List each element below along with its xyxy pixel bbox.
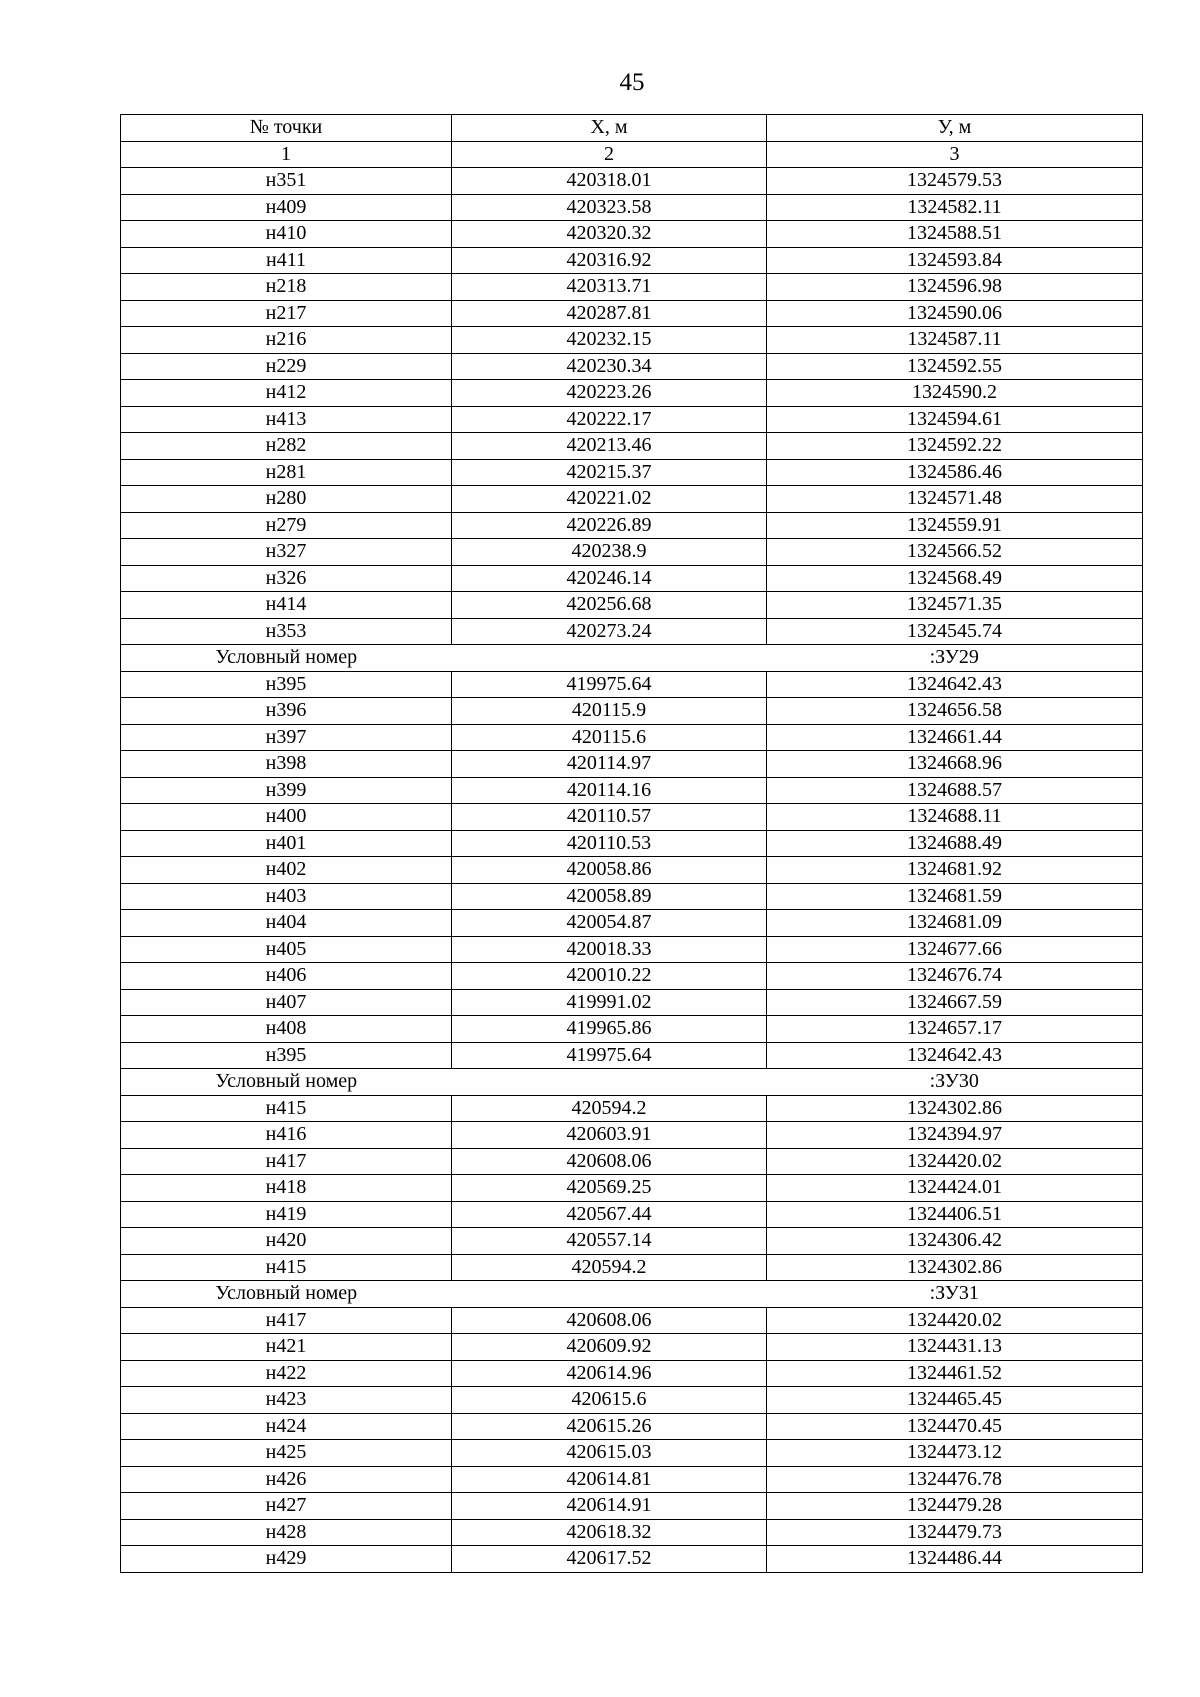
x-coordinate-cell: 420010.22	[452, 963, 767, 990]
table-row	[121, 1148, 1143, 1175]
point-number-cell: н281	[121, 459, 452, 486]
y-coordinate-cell: 1324668.96	[767, 751, 1143, 778]
point-number-cell: н417	[121, 1307, 452, 1334]
y-coordinate-cell: 1324420.02	[767, 1148, 1143, 1175]
y-coordinate-cell: 1324394.97	[767, 1122, 1143, 1149]
y-coordinate-cell: 1324681.09	[767, 910, 1143, 937]
x-coordinate-cell: 420323.58	[452, 194, 767, 221]
table-row	[121, 300, 1143, 327]
section-row	[121, 1281, 1143, 1308]
point-number-cell: н419	[121, 1201, 452, 1228]
header-x: Х, м	[452, 115, 767, 142]
x-coordinate-cell: 420213.46	[452, 433, 767, 460]
point-number-cell: н420	[121, 1228, 452, 1255]
point-number-cell: н418	[121, 1175, 452, 1202]
table-row	[121, 724, 1143, 751]
section-empty	[452, 645, 767, 672]
y-coordinate-cell: 1324590.2	[767, 380, 1143, 407]
point-number-cell: н426	[121, 1466, 452, 1493]
y-coordinate-cell: 1324571.48	[767, 486, 1143, 513]
table-row	[121, 486, 1143, 513]
table-row	[121, 353, 1143, 380]
x-coordinate-cell: 420115.9	[452, 698, 767, 725]
y-coordinate-cell: 1324688.49	[767, 830, 1143, 857]
point-number-cell: н421	[121, 1334, 452, 1361]
point-number-cell: н428	[121, 1519, 452, 1546]
x-coordinate-cell: 420320.32	[452, 221, 767, 248]
table-row	[121, 1493, 1143, 1520]
table-row	[121, 1201, 1143, 1228]
x-coordinate-cell: 420226.89	[452, 512, 767, 539]
x-coordinate-cell: 420614.81	[452, 1466, 767, 1493]
table-row	[121, 1122, 1143, 1149]
point-number-cell: н218	[121, 274, 452, 301]
x-coordinate-cell: 420018.33	[452, 936, 767, 963]
table-row	[121, 830, 1143, 857]
table-row	[121, 1440, 1143, 1467]
table-row	[121, 1254, 1143, 1281]
x-coordinate-cell: 420609.92	[452, 1334, 767, 1361]
y-coordinate-cell: 1324642.43	[767, 671, 1143, 698]
table-row	[121, 989, 1143, 1016]
section-empty	[452, 1281, 767, 1308]
table-row	[121, 592, 1143, 619]
table-body	[121, 115, 1143, 1573]
x-coordinate-cell: 420594.2	[452, 1254, 767, 1281]
x-coordinate-cell: 420114.16	[452, 777, 767, 804]
y-coordinate-cell: 1324667.59	[767, 989, 1143, 1016]
table-row	[121, 883, 1143, 910]
table-row	[121, 910, 1143, 937]
point-number-cell: н280	[121, 486, 452, 513]
x-coordinate-cell: 420608.06	[452, 1148, 767, 1175]
point-number-cell: н413	[121, 406, 452, 433]
table-row	[121, 433, 1143, 460]
x-coordinate-cell: 420614.96	[452, 1360, 767, 1387]
table-row	[121, 804, 1143, 831]
table-row	[121, 459, 1143, 486]
x-coordinate-cell: 420615.6	[452, 1387, 767, 1414]
x-coordinate-cell: 420287.81	[452, 300, 767, 327]
point-number-cell: н415	[121, 1095, 452, 1122]
x-coordinate-cell: 419975.64	[452, 1042, 767, 1069]
x-coordinate-cell: 420223.26	[452, 380, 767, 407]
column-number-2: 2	[452, 141, 767, 168]
point-number-cell: н399	[121, 777, 452, 804]
table-row	[121, 857, 1143, 884]
section-label: Условный номер	[121, 645, 452, 672]
table-row	[121, 539, 1143, 566]
x-coordinate-cell: 419965.86	[452, 1016, 767, 1043]
x-coordinate-cell: 420557.14	[452, 1228, 767, 1255]
table-row	[121, 168, 1143, 195]
x-coordinate-cell: 420230.34	[452, 353, 767, 380]
table-row	[121, 1413, 1143, 1440]
header-point-number: № точки	[121, 115, 452, 142]
y-coordinate-cell: 1324592.22	[767, 433, 1143, 460]
x-coordinate-cell: 420114.97	[452, 751, 767, 778]
table-row	[121, 1175, 1143, 1202]
y-coordinate-cell: 1324473.12	[767, 1440, 1143, 1467]
point-number-cell: н229	[121, 353, 452, 380]
x-coordinate-cell: 420569.25	[452, 1175, 767, 1202]
x-coordinate-cell: 420222.17	[452, 406, 767, 433]
table-row	[121, 1466, 1143, 1493]
y-coordinate-cell: 1324642.43	[767, 1042, 1143, 1069]
y-coordinate-cell: 1324596.98	[767, 274, 1143, 301]
header-row	[121, 115, 1143, 142]
y-coordinate-cell: 1324424.01	[767, 1175, 1143, 1202]
point-number-cell: н411	[121, 247, 452, 274]
y-coordinate-cell: 1324302.86	[767, 1095, 1143, 1122]
x-coordinate-cell: 420603.91	[452, 1122, 767, 1149]
section-code: :ЗУ31	[767, 1281, 1143, 1308]
point-number-cell: н395	[121, 1042, 452, 1069]
y-coordinate-cell: 1324568.49	[767, 565, 1143, 592]
y-coordinate-cell: 1324465.45	[767, 1387, 1143, 1414]
x-coordinate-cell: 420246.14	[452, 565, 767, 592]
table-row	[121, 327, 1143, 354]
y-coordinate-cell: 1324470.45	[767, 1413, 1143, 1440]
table-row	[121, 1042, 1143, 1069]
point-number-cell: н410	[121, 221, 452, 248]
x-coordinate-cell: 420615.03	[452, 1440, 767, 1467]
y-coordinate-cell: 1324688.11	[767, 804, 1143, 831]
y-coordinate-cell: 1324420.02	[767, 1307, 1143, 1334]
y-coordinate-cell: 1324476.78	[767, 1466, 1143, 1493]
y-coordinate-cell: 1324656.58	[767, 698, 1143, 725]
table-row	[121, 512, 1143, 539]
y-coordinate-cell: 1324571.35	[767, 592, 1143, 619]
section-row	[121, 1069, 1143, 1096]
y-coordinate-cell: 1324306.42	[767, 1228, 1143, 1255]
table-row	[121, 698, 1143, 725]
column-number-1: 1	[121, 141, 452, 168]
x-coordinate-cell: 420058.86	[452, 857, 767, 884]
point-number-cell: н402	[121, 857, 452, 884]
page-number: 45	[619, 69, 645, 96]
column-number-row	[121, 141, 1143, 168]
section-label: Условный номер	[121, 1281, 452, 1308]
y-coordinate-cell: 1324593.84	[767, 247, 1143, 274]
x-coordinate-cell: 420058.89	[452, 883, 767, 910]
point-number-cell: н427	[121, 1493, 452, 1520]
x-coordinate-cell: 420273.24	[452, 618, 767, 645]
x-coordinate-cell: 419991.02	[452, 989, 767, 1016]
section-row	[121, 645, 1143, 672]
x-coordinate-cell: 420115.6	[452, 724, 767, 751]
y-coordinate-cell: 1324431.13	[767, 1334, 1143, 1361]
y-coordinate-cell: 1324657.17	[767, 1016, 1143, 1043]
point-number-cell: н405	[121, 936, 452, 963]
y-coordinate-cell: 1324681.59	[767, 883, 1143, 910]
table-row	[121, 1387, 1143, 1414]
x-coordinate-cell: 420215.37	[452, 459, 767, 486]
point-number-cell: н217	[121, 300, 452, 327]
y-coordinate-cell: 1324559.91	[767, 512, 1143, 539]
point-number-cell: н404	[121, 910, 452, 937]
x-coordinate-cell: 420615.26	[452, 1413, 767, 1440]
table-row	[121, 247, 1143, 274]
table-row	[121, 194, 1143, 221]
point-number-cell: н417	[121, 1148, 452, 1175]
point-number-cell: н423	[121, 1387, 452, 1414]
x-coordinate-cell: 420221.02	[452, 486, 767, 513]
table-row	[121, 936, 1143, 963]
table-row	[121, 1228, 1143, 1255]
point-number-cell: н425	[121, 1440, 452, 1467]
x-coordinate-cell: 420313.71	[452, 274, 767, 301]
point-number-cell: н406	[121, 963, 452, 990]
table-row	[121, 1334, 1143, 1361]
x-coordinate-cell: 420318.01	[452, 168, 767, 195]
point-number-cell: н398	[121, 751, 452, 778]
point-number-cell: н414	[121, 592, 452, 619]
x-coordinate-cell: 420618.32	[452, 1519, 767, 1546]
y-coordinate-cell: 1324479.73	[767, 1519, 1143, 1546]
point-number-cell: н400	[121, 804, 452, 831]
point-number-cell: н424	[121, 1413, 452, 1440]
section-code: :ЗУ29	[767, 645, 1143, 672]
point-number-cell: н327	[121, 539, 452, 566]
y-coordinate-cell: 1324461.52	[767, 1360, 1143, 1387]
x-coordinate-cell: 420238.9	[452, 539, 767, 566]
table-row	[121, 777, 1143, 804]
table-row	[121, 1016, 1143, 1043]
y-coordinate-cell: 1324677.66	[767, 936, 1143, 963]
table-row	[121, 565, 1143, 592]
header-y: У, м	[767, 115, 1143, 142]
y-coordinate-cell: 1324582.11	[767, 194, 1143, 221]
table-row	[121, 671, 1143, 698]
point-number-cell: н396	[121, 698, 452, 725]
y-coordinate-cell: 1324661.44	[767, 724, 1143, 751]
y-coordinate-cell: 1324545.74	[767, 618, 1143, 645]
table-row	[121, 1307, 1143, 1334]
table-row	[121, 1519, 1143, 1546]
coordinates-table	[120, 114, 1143, 1573]
section-code: :ЗУ30	[767, 1069, 1143, 1096]
x-coordinate-cell: 420232.15	[452, 327, 767, 354]
point-number-cell: н412	[121, 380, 452, 407]
y-coordinate-cell: 1324479.28	[767, 1493, 1143, 1520]
point-number-cell: н282	[121, 433, 452, 460]
table-row	[121, 406, 1143, 433]
y-coordinate-cell: 1324586.46	[767, 459, 1143, 486]
point-number-cell: н326	[121, 565, 452, 592]
point-number-cell: н401	[121, 830, 452, 857]
table-row	[121, 1095, 1143, 1122]
table-row	[121, 1546, 1143, 1573]
y-coordinate-cell: 1324592.55	[767, 353, 1143, 380]
y-coordinate-cell: 1324681.92	[767, 857, 1143, 884]
point-number-cell: н429	[121, 1546, 452, 1573]
point-number-cell: н409	[121, 194, 452, 221]
y-coordinate-cell: 1324486.44	[767, 1546, 1143, 1573]
y-coordinate-cell: 1324302.86	[767, 1254, 1143, 1281]
point-number-cell: н415	[121, 1254, 452, 1281]
y-coordinate-cell: 1324688.57	[767, 777, 1143, 804]
x-coordinate-cell: 420256.68	[452, 592, 767, 619]
table-row	[121, 963, 1143, 990]
x-coordinate-cell: 420316.92	[452, 247, 767, 274]
y-coordinate-cell: 1324579.53	[767, 168, 1143, 195]
x-coordinate-cell: 420110.53	[452, 830, 767, 857]
point-number-cell: н416	[121, 1122, 452, 1149]
section-empty	[452, 1069, 767, 1096]
point-number-cell: н403	[121, 883, 452, 910]
table-row	[121, 618, 1143, 645]
y-coordinate-cell: 1324406.51	[767, 1201, 1143, 1228]
x-coordinate-cell: 420614.91	[452, 1493, 767, 1520]
table-row	[121, 1360, 1143, 1387]
point-number-cell: н351	[121, 168, 452, 195]
x-coordinate-cell: 420054.87	[452, 910, 767, 937]
table-row	[121, 751, 1143, 778]
x-coordinate-cell: 420594.2	[452, 1095, 767, 1122]
x-coordinate-cell: 420617.52	[452, 1546, 767, 1573]
point-number-cell: н216	[121, 327, 452, 354]
y-coordinate-cell: 1324588.51	[767, 221, 1143, 248]
point-number-cell: н408	[121, 1016, 452, 1043]
y-coordinate-cell: 1324594.61	[767, 406, 1143, 433]
y-coordinate-cell: 1324676.74	[767, 963, 1143, 990]
point-number-cell: н353	[121, 618, 452, 645]
point-number-cell: н422	[121, 1360, 452, 1387]
column-number-3: 3	[767, 141, 1143, 168]
y-coordinate-cell: 1324587.11	[767, 327, 1143, 354]
x-coordinate-cell: 420110.57	[452, 804, 767, 831]
x-coordinate-cell: 419975.64	[452, 671, 767, 698]
y-coordinate-cell: 1324590.06	[767, 300, 1143, 327]
y-coordinate-cell: 1324566.52	[767, 539, 1143, 566]
point-number-cell: н279	[121, 512, 452, 539]
table-row	[121, 274, 1143, 301]
point-number-cell: н397	[121, 724, 452, 751]
x-coordinate-cell: 420567.44	[452, 1201, 767, 1228]
table-row	[121, 380, 1143, 407]
table-row	[121, 221, 1143, 248]
x-coordinate-cell: 420608.06	[452, 1307, 767, 1334]
section-label: Условный номер	[121, 1069, 452, 1096]
point-number-cell: н395	[121, 671, 452, 698]
point-number-cell: н407	[121, 989, 452, 1016]
